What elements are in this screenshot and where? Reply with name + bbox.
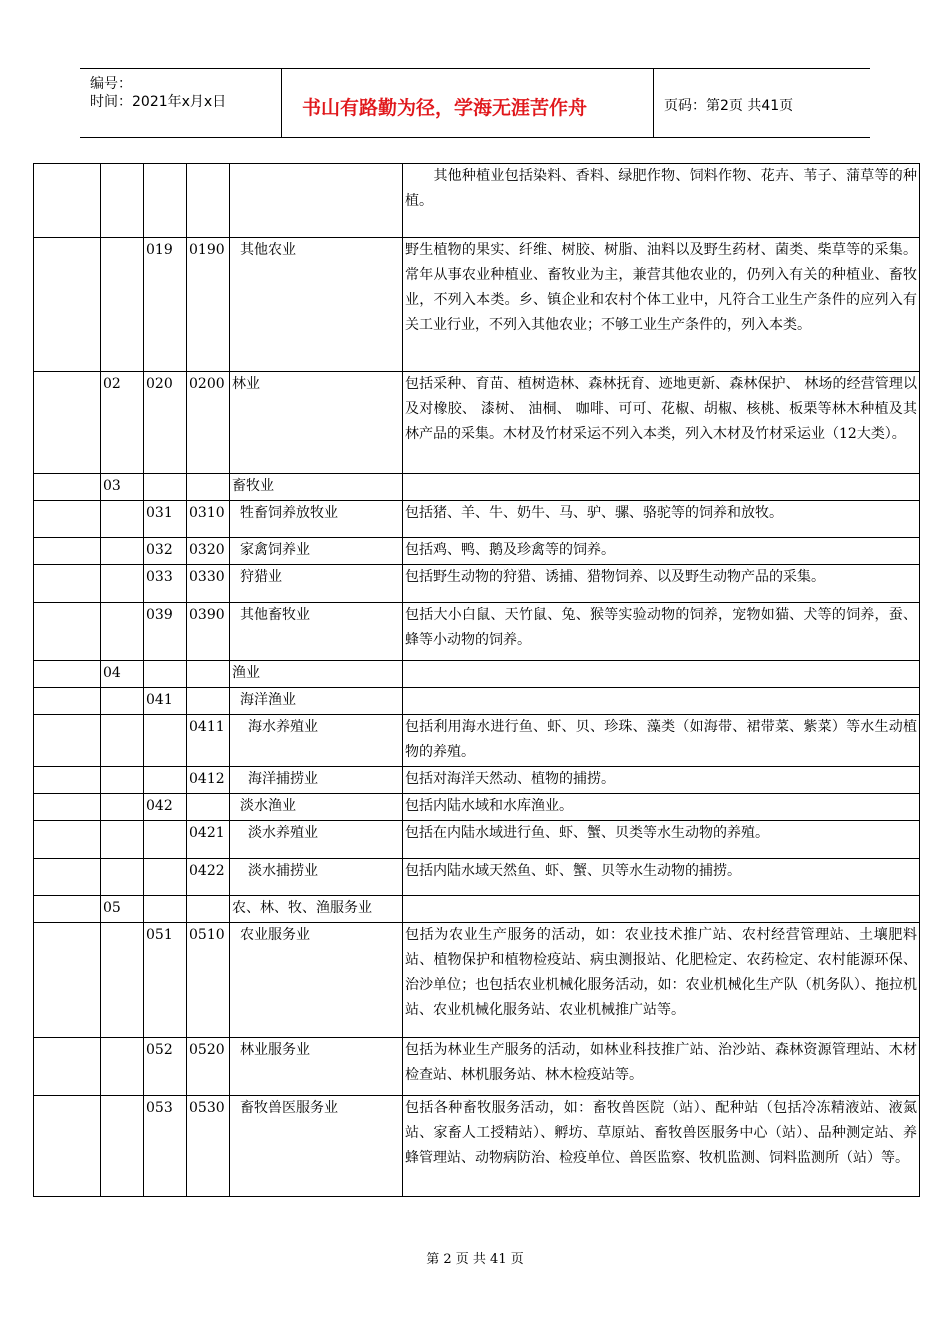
blank-cell [34,565,101,603]
mid-code-cell [144,164,187,238]
category-name: 淡水渔业 [240,798,296,814]
table-row [34,238,920,372]
major-code-cell [101,164,144,238]
category-name: 其他畜牧业 [240,607,310,623]
blank-cell [34,661,101,688]
header-motto [282,69,654,137]
category-name-cell [230,821,403,859]
table-row [34,1038,920,1096]
description-cell: 包括猪、羊、牛、奶牛、马、驴、骡、骆驼等的饲养和放牧。 [403,501,920,538]
table-row [34,859,920,896]
blank-cell [34,688,101,715]
blank-cell [34,1038,101,1096]
minor-code-cell: 0411 [187,715,230,767]
category-name: 牲畜饲养放牧业 [240,505,338,521]
table-row [34,767,920,794]
description-cell: 包括鸡、鸭、鹅及珍禽等的饲养。 [403,538,920,565]
description-cell: 包括各种畜牧服务活动，如：畜牧兽医院（站）、配种站（包括冷冻精液站、液氮站、家畜人工授精站）、孵坊、草原站、畜牧兽医服务中心（站）、品种测定站、养蜂管理站、动物病防治、检疫单位、兽医监察、牧机监测、饲料监测所（站）等。 [403,1096,920,1197]
description-cell: 包括野生动物的狩猎、诱捕、猎物饲养、以及野生动物产品的采集。 [403,565,920,603]
minor-code-cell: 0421 [187,821,230,859]
category-name: 海水养殖业 [248,719,318,735]
major-code-cell [101,688,144,715]
table-row [34,501,920,538]
blank-cell [34,603,101,661]
major-code-cell [101,715,144,767]
description-cell: 包括在内陆水域进行鱼、虾、蟹、贝类等水生动物的养殖。 [403,821,920,859]
description-cell: 包括内陆水域天然鱼、虾、蟹、贝等水生动物的捕捞。 [403,859,920,896]
category-name-cell [230,923,403,1038]
category-name: 淡水捕捞业 [248,863,318,879]
category-name-cell [230,859,403,896]
major-code-cell [101,767,144,794]
major-code-cell [101,1096,144,1197]
mid-code-cell: 019 [144,238,187,372]
major-code-cell: 05 [101,896,144,923]
minor-code-cell [187,794,230,821]
header-page [654,69,870,137]
category-name: 其他农业 [240,242,296,258]
blank-cell [34,474,101,501]
category-name-cell [230,688,403,715]
minor-code-cell [187,896,230,923]
table-row [34,715,920,767]
minor-code-cell: 0530 [187,1096,230,1197]
blank-cell [34,794,101,821]
minor-code-cell [187,661,230,688]
minor-code-cell: 0520 [187,1038,230,1096]
category-name-cell [230,238,403,372]
category-name-cell: 农、林、牧、渔服务业 [230,896,403,923]
blank-cell [34,767,101,794]
blank-cell [34,923,101,1038]
category-name-cell [230,501,403,538]
category-name-cell: 渔业 [230,661,403,688]
mid-code-cell [144,715,187,767]
description-cell [403,688,920,715]
blank-cell [34,1096,101,1197]
table-row [34,896,920,923]
description-cell: 包括利用海水进行鱼、虾、贝、珍珠、藻类（如海带、裙带菜、紫菜）等水生动植物的养殖。 [403,715,920,767]
major-code-cell [101,238,144,372]
motto-text: 书山有路勤为径，学海无涯苦作舟 [302,97,588,119]
category-name-cell [230,1096,403,1197]
page-footer: 第 2 页 共 41 页 [426,1252,524,1267]
category-name-cell [230,603,403,661]
blank-cell [34,715,101,767]
category-name: 海洋渔业 [240,692,296,708]
category-name: 狩猎业 [240,569,282,585]
minor-code-cell: 0390 [187,603,230,661]
mid-code-cell [144,821,187,859]
mid-code-cell: 052 [144,1038,187,1096]
major-code-cell [101,923,144,1038]
minor-code-cell: 0310 [187,501,230,538]
blank-cell [34,501,101,538]
header-meta [80,69,282,137]
mid-code-cell: 039 [144,603,187,661]
mid-code-cell: 031 [144,501,187,538]
category-name-cell [230,767,403,794]
major-code-cell [101,538,144,565]
minor-code-cell [187,164,230,238]
category-name: 家禽饲养业 [240,542,310,558]
mid-code-cell: 053 [144,1096,187,1197]
mid-code-cell: 032 [144,538,187,565]
blank-cell [34,859,101,896]
mid-code-cell: 041 [144,688,187,715]
time-label: 时间：2021年x月x日 [90,94,227,110]
category-name: 淡水养殖业 [248,825,318,841]
mid-code-cell [144,896,187,923]
table-row [34,1096,920,1197]
major-code-cell [101,1038,144,1096]
major-code-cell: 03 [101,474,144,501]
table-row [34,688,920,715]
category-name-cell [230,794,403,821]
major-code-cell [101,859,144,896]
blank-cell [34,164,101,238]
minor-code-cell: 0330 [187,565,230,603]
table-row [34,821,920,859]
description-cell: 包括对海洋天然动、植物的捕捞。 [403,767,920,794]
major-code-cell [101,603,144,661]
mid-code-cell [144,474,187,501]
blank-cell [34,896,101,923]
mid-code-cell [144,767,187,794]
mid-code-cell: 033 [144,565,187,603]
major-code-cell [101,821,144,859]
category-name-cell [230,164,403,238]
category-name: 农业服务业 [240,927,310,943]
description-cell: 包括采种、育苗、植树造林、森林抚育、迹地更新、森林保护、 林场的经营管理以及对橡胶、 漆树、 油桐、 咖啡、可可、花椒、胡椒、核桃、板栗等林木种植及其林产品的采集。木材及竹材采运不列入本类，列入木材及竹材采运业（12大类）。 [403,372,920,474]
description-cell [403,474,920,501]
minor-code-cell: 0320 [187,538,230,565]
table-row [34,661,920,688]
table-row [34,794,920,821]
table-row [34,603,920,661]
major-code-cell [101,501,144,538]
table-row [34,565,920,603]
minor-code-cell [187,474,230,501]
description-cell: 其他种植业包括染料、香料、绿肥作物、饲料作物、花卉、苇子、蒲草等的种植。 [403,164,920,238]
blank-cell [34,821,101,859]
mid-code-cell: 042 [144,794,187,821]
table-row [34,474,920,501]
description-cell: 包括为林业生产服务的活动，如林业科技推广站、治沙站、森林资源管理站、木材检查站、林机服务站、林木检疫站等。 [403,1038,920,1096]
category-name-cell: 林业 [230,372,403,474]
category-name-cell [230,538,403,565]
description-cell: 包括大小白鼠、天竹鼠、兔、猴等实验动物的饲养，宠物如猫、犬等的饲养，蚕、蜂等小动物的饲养。 [403,603,920,661]
category-name-cell [230,1038,403,1096]
table-row [34,164,920,238]
description-cell: 包括为农业生产服务的活动，如：农业技术推广站、农村经营管理站、土壤肥料站、植物保护和植物检疫站、病虫测报站、化肥检定、农药检定、农村能源环保、治沙单位；也包括农业机械化服务活动，如：农业机械化生产队（机务队）、拖拉机站、农业机械化服务站、农业机械推广站等。 [403,923,920,1038]
table-row [34,923,920,1038]
minor-code-cell: 0190 [187,238,230,372]
major-code-cell: 04 [101,661,144,688]
category-name: 林业服务业 [240,1042,310,1058]
minor-code-cell [187,688,230,715]
doc-number-label: 编号： [90,76,132,92]
major-code-cell [101,565,144,603]
mid-code-cell: 051 [144,923,187,1038]
blank-cell [34,372,101,474]
category-name-cell [230,565,403,603]
description-cell [403,661,920,688]
category-name: 海洋捕捞业 [248,771,318,787]
major-code-cell: 02 [101,372,144,474]
minor-code-cell: 0200 [187,372,230,474]
mid-code-cell [144,859,187,896]
table-row [34,538,920,565]
category-name-cell [230,715,403,767]
blank-cell [34,538,101,565]
table-row [34,372,920,474]
major-code-cell [101,794,144,821]
mid-code-cell: 020 [144,372,187,474]
description-cell: 包括内陆水域和水库渔业。 [403,794,920,821]
mid-code-cell [144,661,187,688]
page-header [80,68,870,138]
page-number-label: 页码：第2页 共41页 [664,98,794,114]
description-cell [403,896,920,923]
minor-code-cell: 0510 [187,923,230,1038]
minor-code-cell: 0422 [187,859,230,896]
blank-cell [34,238,101,372]
classification-table [33,163,920,1197]
description-cell: 野生植物的果实、纤维、树胶、树脂、油料以及野生药材、菌类、柴草等的采集。常年从事农业种植业、畜牧业为主，兼营其他农业的，仍列入有关的种植业、畜牧业，不列入本类。乡、镇企业和农村个体工业中，凡符合工业生产条件的应列入有关工业行业，不列入其他农业；不够工业生产条件的，列入本类。 [403,238,920,372]
minor-code-cell: 0412 [187,767,230,794]
category-name: 畜牧兽医服务业 [240,1100,338,1116]
category-name-cell: 畜牧业 [230,474,403,501]
